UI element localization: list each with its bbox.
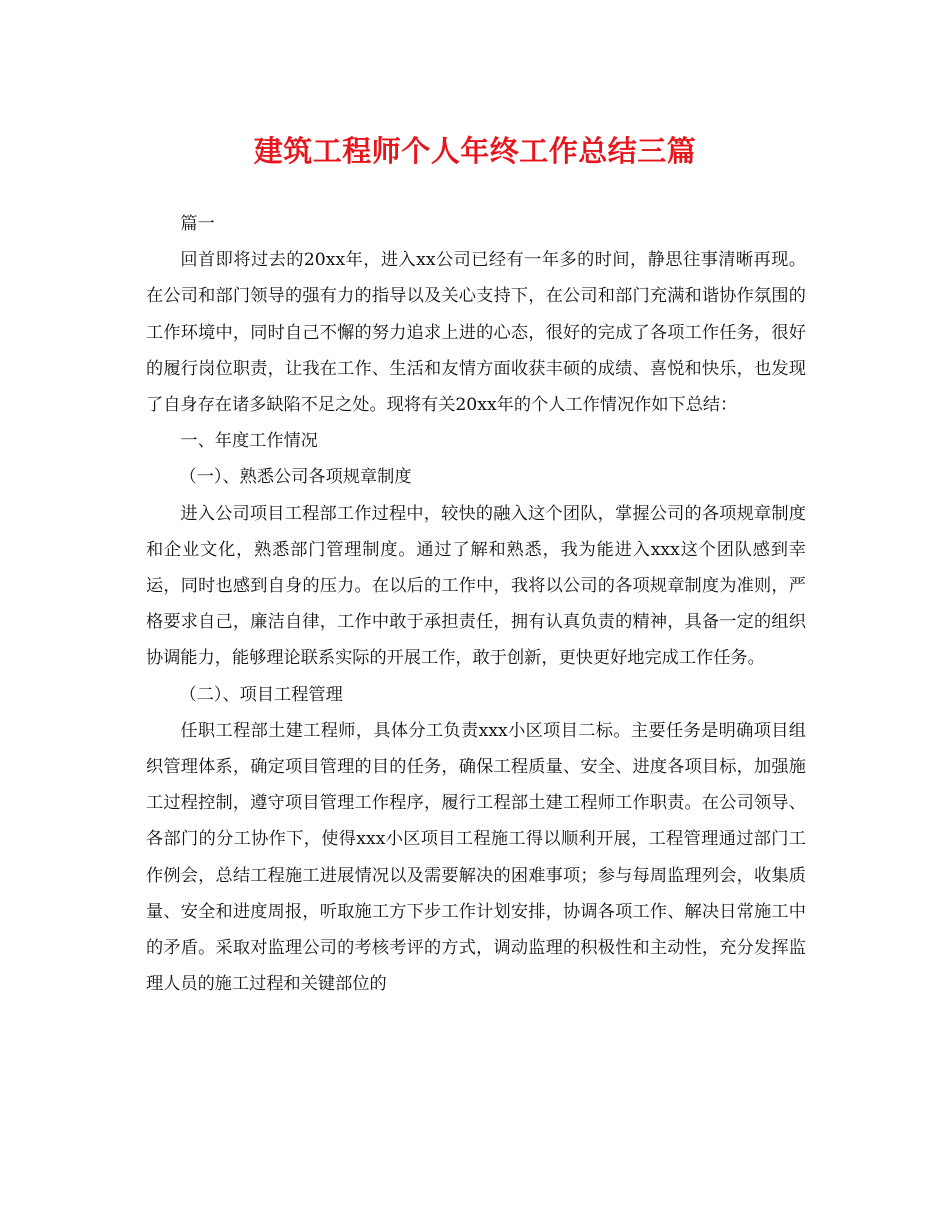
subsection-heading-rules: （一）、熟悉公司各项规章制度 <box>179 467 412 488</box>
section-label: 篇一 <box>180 214 215 234</box>
subsection-heading-project-management: （二）、项目工程管理 <box>179 684 343 705</box>
rules-paragraph: 进入公司项目工程部工作过程中，较快的融入这个团队，掌握公司的各项规章制度和企业文化，熟悉部门管理制度。通过了解和熟悉，我为能进入xxx这个团队感到幸运，同时也感到自身的压力。在以后的工作中，我将以公司的各项规章制度为准则，严格要求自己，廉洁自律，工作中敢于承担责任，拥有认真负责的精神，具备一定的组织协调能力，能够理论联系实际的开展工作，敢于创新，更快更好地完成工作任务。 <box>146 503 806 669</box>
section-heading-annual-work: 一、年度工作情况 <box>180 431 318 452</box>
document-body <box>146 206 806 1002</box>
intro-paragraph: 回首即将过去的20xx年，进入xx公司已经有一年多的时间，静思往事清晰再现。在公司和部门领导的强有力的指导以及关心支持下，在公司和部门充满和谐协作氛围的工作环境中，同时自己不懈的努力追求上进的心态，很好的完成了各项工作任务，很好的履行岗位职责，让我在工作、生活和友情方面收获丰硕的成绩、喜悦和快乐，也发现了自身存在诸多缺陷不足之处。现将有关20xx年的个人工作情况作如下总结： <box>146 250 806 416</box>
document-title: 建筑工程师个人年终工作总结三篇 <box>253 134 697 168</box>
project-management-paragraph: 任职工程部土建工程师，具体分工负责xxx小区项目二标。主要任务是明确项目组织管理体系，确定项目管理的目的任务，确保工程质量、安全、进度各项目标，加强施工过程控制，遵守项目管理工作程序，履行工程部土建工程师工作职责。在公司领导、各部门的分工协作下，使得xxx小区项目工程施工得以顺利开展，工程管理通过部门工作例会，总结工程施工进展情况以及需要解决的困难事项；参与每周监理列会，收集质量、安全和进度周报，听取施工方下步工作计划安排，协调各项工作、解决日常施工中的矛盾。采取对监理公司的考核考评的方式，调动监理的积极性和主动性，充分发挥监理人员的施工过程和关键部位的 <box>146 720 806 995</box>
